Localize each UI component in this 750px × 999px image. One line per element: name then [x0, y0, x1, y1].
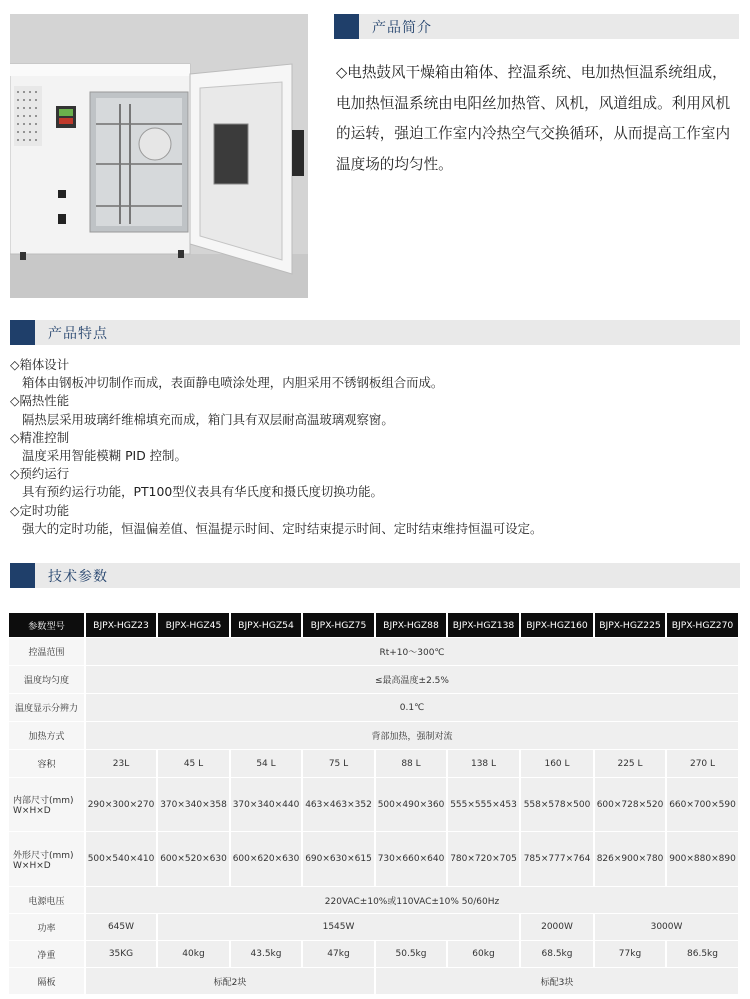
model-cell: BJPX-HGZ225 [595, 613, 667, 638]
row-label: 电源电压 [9, 887, 86, 914]
row-label: 隔板 [9, 968, 86, 995]
table-cell: 900×880×890 [667, 832, 740, 887]
table-cell: 2000W [521, 914, 595, 941]
section-marker-block [334, 14, 359, 39]
feature-desc: 箱体由钢板冲切制作而成，表面静电喷涂处理，内胆采用不锈钢板组合而成。 [22, 375, 444, 391]
table-cell: 160 L [521, 750, 595, 778]
feature-desc: 强大的定时功能，恒温偏差值、恒温提示时间、定时结束提示时间、定时结束维持恒温可设定。 [22, 520, 543, 536]
table-cell: 290×300×270 [86, 778, 158, 832]
model-cell: BJPX-HGZ88 [376, 613, 448, 638]
table-cell: 60kg [448, 941, 521, 968]
table-cell: 86.5kg [667, 941, 740, 968]
feature-item [10, 465, 730, 501]
table-cell: 47kg [303, 941, 376, 968]
table-row [9, 778, 740, 832]
feature-item [10, 429, 730, 465]
feature-title: ◇精准控制 [10, 429, 70, 445]
table-cell: 463×463×352 [303, 778, 376, 832]
features-section-header [10, 320, 740, 345]
table-cell: 45 L [158, 750, 231, 778]
table-cell: 标配2块 [86, 968, 376, 995]
row-label [9, 778, 86, 832]
table-cell: 23L [86, 750, 158, 778]
intro-section-title: 产品简介 [372, 20, 432, 36]
features-section-title: 产品特点 [48, 326, 108, 342]
table-row [9, 722, 740, 750]
table-cell: 370×340×440 [231, 778, 303, 832]
feature-desc: 具有预约运行功能，PT100型仪表具有华氏度和摄氏度切换功能。 [22, 484, 383, 500]
table-cell: 54 L [231, 750, 303, 778]
row-label: 容积 [9, 750, 86, 778]
model-cell: BJPX-HGZ23 [86, 613, 158, 638]
product-photo [10, 14, 308, 298]
table-row [9, 914, 740, 941]
table-cell: 68.5kg [521, 941, 595, 968]
model-cell: BJPX-HGZ45 [158, 613, 231, 638]
intro-paragraph: ◇电热鼓风干燥箱由箱体、控温系统、电加热恒温系统组成，电加热恒温系统由电阳丝加热管、风机，风道组成。利用风机的运转，强迫工作室内冷热空气交换循环，从而提高工作室内温度场的均匀性。 [336, 64, 731, 173]
table-row [9, 832, 740, 887]
table-row [9, 638, 740, 666]
row-label: 功率 [9, 914, 86, 941]
table-cell: 标配3块 [376, 968, 740, 995]
feature-desc: 隔热层采用玻璃纤维棉填充而成，箱门具有双层耐高温玻璃观察窗。 [22, 411, 394, 427]
table-cell: 1545W [158, 914, 521, 941]
table-cell: 500×490×360 [376, 778, 448, 832]
feature-title: ◇预约运行 [10, 466, 70, 482]
specs-section-header [10, 563, 740, 588]
row-label-unit: W×H×D [13, 860, 51, 871]
table-row [9, 941, 740, 968]
table-cell: 40kg [158, 941, 231, 968]
table-cell: 225 L [595, 750, 667, 778]
table-cell: 558×578×500 [521, 778, 595, 832]
table-cell: 88 L [376, 750, 448, 778]
table-cell: 826×900×780 [595, 832, 667, 887]
row-label: 控温范围 [9, 638, 86, 666]
table-cell: 50.5kg [376, 941, 448, 968]
row-label-main: 内部尺寸(mm) [13, 796, 74, 806]
section-marker-block [10, 563, 35, 588]
feature-item [10, 356, 730, 392]
table-cell: 138 L [448, 750, 521, 778]
table-cell: 270 L [667, 750, 740, 778]
spec-table [9, 613, 740, 995]
table-cell: 35KG [86, 941, 158, 968]
features-list [10, 356, 730, 538]
table-row [9, 968, 740, 995]
row-label [9, 832, 86, 887]
model-cell: BJPX-HGZ75 [303, 613, 376, 638]
model-cell: BJPX-HGZ54 [231, 613, 303, 638]
row-label: 温度显示分辨力 [9, 694, 86, 722]
table-row [9, 887, 740, 914]
table-cell: 730×660×640 [376, 832, 448, 887]
table-cell: 645W [86, 914, 158, 941]
row-label: 温度均匀度 [9, 666, 86, 694]
table-cell: 43.5kg [231, 941, 303, 968]
specs-section-title: 技术参数 [48, 569, 108, 585]
table-cell: 3000W [595, 914, 740, 941]
intro-section-header [334, 14, 739, 39]
table-cell: 600×620×630 [231, 832, 303, 887]
row-label-unit: W×H×D [13, 806, 51, 816]
row-label: 净重 [9, 941, 86, 968]
spec-header-row [9, 613, 740, 638]
row-label-main: 外形尺寸(mm) [13, 850, 74, 861]
table-cell: 600×520×630 [158, 832, 231, 887]
table-cell: Rt+10～300℃ [86, 638, 740, 666]
drying-oven-illustration [10, 14, 308, 298]
table-cell: 500×540×410 [86, 832, 158, 887]
table-row [9, 666, 740, 694]
feature-title: ◇箱体设计 [10, 357, 70, 372]
section-marker-block [10, 320, 35, 345]
table-cell: 77kg [595, 941, 667, 968]
table-cell: 785×777×764 [521, 832, 595, 887]
table-cell: 555×555×453 [448, 778, 521, 832]
table-cell: 75 L [303, 750, 376, 778]
table-cell: 370×340×358 [158, 778, 231, 832]
feature-item [10, 392, 730, 428]
model-cell: BJPX-HGZ160 [521, 613, 595, 638]
row-label: 加热方式 [9, 722, 86, 750]
table-cell: 600×728×520 [595, 778, 667, 832]
header-label-cell: 参数型号 [9, 613, 86, 638]
feature-item [10, 502, 730, 538]
model-cell: BJPX-HGZ138 [448, 613, 521, 638]
table-cell: 220VAC±10%或110VAC±10% 50/60Hz [86, 887, 740, 914]
table-cell: ≤最高温度±2.5% [86, 666, 740, 694]
table-cell: 690×630×615 [303, 832, 376, 887]
feature-title: ◇定时功能 [10, 502, 70, 518]
table-row [9, 750, 740, 778]
table-row [9, 694, 740, 722]
table-cell: 660×700×590 [667, 778, 740, 832]
table-cell: 780×720×705 [448, 832, 521, 887]
model-cell: BJPX-HGZ270 [667, 613, 740, 638]
table-cell: 背部加热，强制对流 [86, 722, 740, 750]
feature-desc: 温度采用智能模糊 PID 控制。 [22, 448, 187, 464]
table-cell: 0.1℃ [86, 694, 740, 722]
feature-title: ◇隔热性能 [10, 393, 70, 409]
